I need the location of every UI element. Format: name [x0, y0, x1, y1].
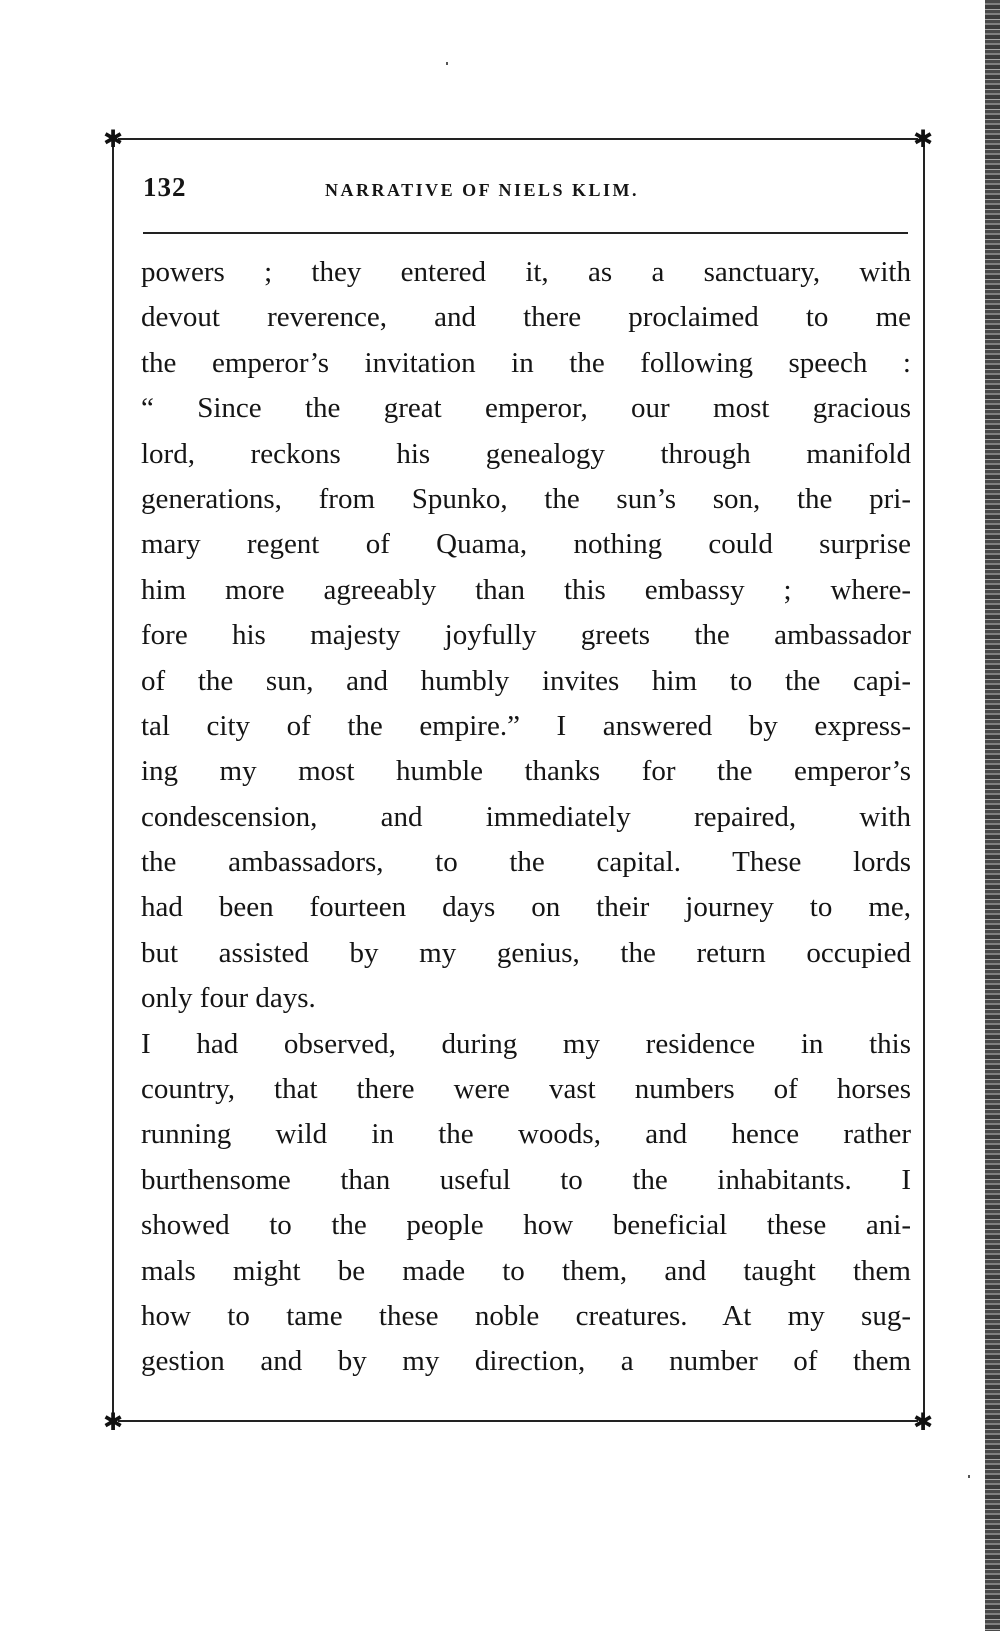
corner-ornament-icon: ✱: [912, 125, 934, 153]
body-text: [141, 250, 911, 1385]
text-line: powers ; they entered it, as a sanctuary, with: [141, 256, 911, 288]
text-line: fore his majesty joyfully greets the ambassador: [141, 619, 911, 652]
text-line: ing my most humble thanks for the emperor’s: [141, 755, 911, 788]
text-line: burthensome than useful to the inhabitants. I: [141, 1163, 911, 1196]
corner-ornament-icon: ✱: [102, 125, 124, 153]
corner-ornament-icon: ✱: [102, 1408, 124, 1436]
text-line: had been fourteen days on their journey to me,: [141, 891, 911, 924]
text-line: generations, from Spunko, the sun’s son, the pri-: [141, 482, 911, 515]
text-line: running wild in the woods, and hence rather: [141, 1118, 911, 1151]
text-line: only four days.: [141, 982, 316, 1015]
text-line: the ambassadors, to the capital. These lords: [141, 846, 911, 879]
text-line: tal city of the empire.” I answered by express-: [141, 709, 911, 742]
frame-left-border: [112, 145, 114, 1417]
scan-speck: [968, 1475, 970, 1478]
header-rule: [143, 232, 908, 234]
text-line: of the sun, and humbly invites him to the capi-: [141, 664, 911, 697]
text-line: condescension, and immediately repaired, with: [141, 800, 911, 833]
corner-ornament-icon: ✱: [912, 1408, 934, 1436]
frame-right-border: [923, 145, 925, 1417]
frame-top-border: [118, 138, 918, 140]
scan-speck: [446, 62, 448, 65]
text-line: showed to the people how beneficial these ani-: [141, 1209, 911, 1242]
running-title: NARRATIVE OF NIELS KLIM.: [325, 180, 640, 200]
text-line: “ Since the great emperor, our most gracious: [141, 392, 911, 425]
page-number: 132: [143, 172, 187, 202]
frame-bottom-border: [118, 1420, 918, 1422]
paragraph-start-line: I had observed, during my residence in this: [141, 1027, 911, 1060]
text-line: but assisted by my genius, the return occupied: [141, 936, 911, 969]
text-line: him more agreeably than this embassy ; where-: [141, 573, 911, 606]
scanned-page-edge: [985, 0, 1000, 1631]
text-line: how to tame these noble creatures. At my sug-: [141, 1299, 911, 1332]
text-line: country, that there were vast numbers of horses: [141, 1073, 911, 1106]
text-line: gestion and by my direction, a number of them: [141, 1345, 911, 1378]
text-line: mary regent of Quama, nothing could surprise: [141, 528, 911, 561]
text-line: the emperor’s invitation in the following speech :: [141, 346, 911, 379]
text-line: mals might be made to them, and taught them: [141, 1254, 911, 1287]
text-line: lord, reckons his genealogy through manifold: [141, 437, 911, 470]
text-line: devout reverence, and there proclaimed to me: [141, 301, 911, 334]
